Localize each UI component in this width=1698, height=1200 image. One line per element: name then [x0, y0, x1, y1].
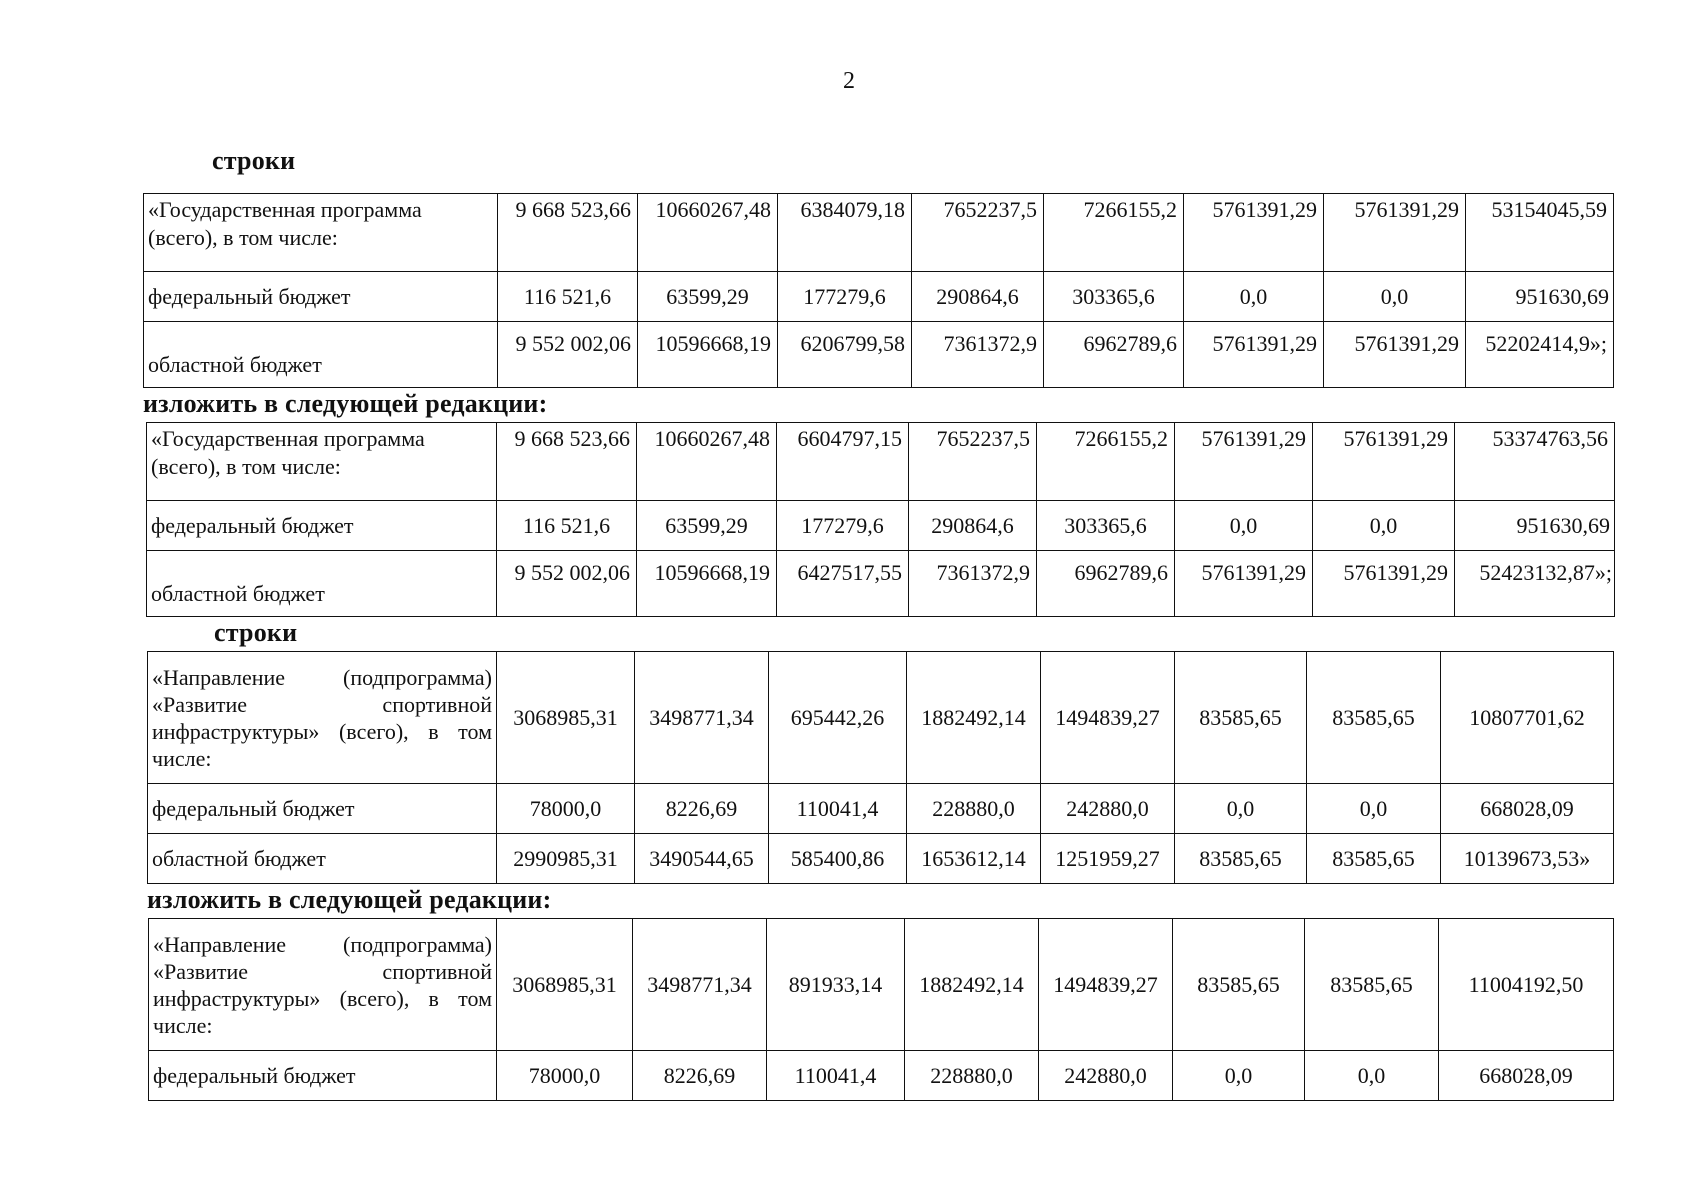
table-cell: 668028,09	[1441, 784, 1614, 834]
table-cell: 3068985,31	[497, 652, 635, 784]
page-number: 2	[843, 68, 855, 94]
table-cell: 5761391,29	[1324, 322, 1466, 388]
table-cell: 6604797,15	[777, 423, 909, 501]
table-cell: 7361372,9	[912, 322, 1044, 388]
table-cell: 7652237,5	[909, 423, 1037, 501]
table-cell: 5761391,29	[1313, 423, 1455, 501]
table-cell: 1251959,27	[1041, 834, 1175, 884]
table-cell: 9 668 523,66	[497, 423, 637, 501]
table-cell: 303365,6	[1037, 501, 1175, 551]
table-row	[148, 784, 1614, 834]
table-row	[147, 551, 1615, 617]
table-row	[144, 194, 1614, 272]
table-row	[148, 652, 1614, 784]
budget-table	[147, 651, 1614, 884]
table-cell: 228880,0	[907, 784, 1041, 834]
table-cell: 52202414,9»;	[1466, 322, 1614, 388]
table-cell: 9 668 523,66	[498, 194, 638, 272]
table-cell: 83585,65	[1307, 652, 1441, 784]
table-cell: 1882492,14	[905, 919, 1039, 1051]
table-cell: 78000,0	[497, 784, 635, 834]
table-cell: 0,0	[1307, 784, 1441, 834]
table-cell: 52423132,87»;	[1455, 551, 1615, 617]
table-cell: 668028,09	[1439, 1051, 1614, 1101]
table-cell: 2990985,31	[497, 834, 635, 884]
table-cell: 1882492,14	[907, 652, 1041, 784]
table-cell: 8226,69	[633, 1051, 767, 1101]
table-cell: 6384079,18	[778, 194, 912, 272]
table-cell: 6427517,55	[777, 551, 909, 617]
table-cell: 10660267,48	[638, 194, 778, 272]
table-cell: 951630,69	[1455, 501, 1615, 551]
table-cell: 177279,6	[777, 501, 909, 551]
table-cell: 242880,0	[1039, 1051, 1173, 1101]
row-label: федеральный бюджет	[148, 784, 497, 834]
table-cell: 9 552 002,06	[497, 551, 637, 617]
table-cell: 116 521,6	[497, 501, 637, 551]
table-cell: 6962789,6	[1037, 551, 1175, 617]
table-cell: 63599,29	[637, 501, 777, 551]
table-cell: 11004192,50	[1439, 919, 1614, 1051]
table-cell: 53154045,59	[1466, 194, 1614, 272]
table-cell: 10807701,62	[1441, 652, 1614, 784]
table-cell: 6962789,6	[1044, 322, 1184, 388]
table-cell: 5761391,29	[1175, 423, 1313, 501]
table-cell: 585400,86	[769, 834, 907, 884]
row-label: областной бюджет	[147, 551, 497, 617]
table-cell: 7266155,2	[1044, 194, 1184, 272]
table-cell: 3498771,34	[633, 919, 767, 1051]
table-cell: 83585,65	[1305, 919, 1439, 1051]
table-cell: 83585,65	[1175, 834, 1307, 884]
table-cell: 5761391,29	[1313, 551, 1455, 617]
row-label: федеральный бюджет	[149, 1051, 497, 1101]
table-cell: 891933,14	[767, 919, 905, 1051]
table-row	[147, 423, 1615, 501]
table-cell: 0,0	[1324, 272, 1466, 322]
table-cell: 0,0	[1173, 1051, 1305, 1101]
table-cell: 116 521,6	[498, 272, 638, 322]
table-cell: 1494839,27	[1041, 652, 1175, 784]
table-cell: 5761391,29	[1175, 551, 1313, 617]
table-cell: 83585,65	[1173, 919, 1305, 1051]
table-cell: 83585,65	[1175, 652, 1307, 784]
section-heading: изложить в следующей редакции:	[147, 885, 552, 914]
row-label: «Государственная программа (всего), в том числе:	[147, 423, 497, 501]
section-heading: строки	[214, 618, 298, 647]
table-row	[144, 322, 1614, 388]
section-heading: строки	[212, 146, 296, 175]
table-row	[147, 501, 1615, 551]
table-cell: 0,0	[1175, 784, 1307, 834]
table-cell: 3068985,31	[497, 919, 633, 1051]
table-row	[144, 272, 1614, 322]
table-cell: 9 552 002,06	[498, 322, 638, 388]
table-row	[148, 834, 1614, 884]
table-cell: 10596668,19	[637, 551, 777, 617]
table-cell: 0,0	[1175, 501, 1313, 551]
table-cell: 78000,0	[497, 1051, 633, 1101]
row-label: «Направление (подпрограмма) «Развитие спортивной инфраструктуры» (всего), в том числе:	[149, 919, 497, 1051]
budget-table	[146, 422, 1615, 617]
table-cell: 3498771,34	[635, 652, 769, 784]
table-cell: 695442,26	[769, 652, 907, 784]
table-cell: 290864,6	[912, 272, 1044, 322]
table-cell: 7361372,9	[909, 551, 1037, 617]
table-cell: 1653612,14	[907, 834, 1041, 884]
table-cell: 7652237,5	[912, 194, 1044, 272]
table-cell: 5761391,29	[1184, 194, 1324, 272]
table-cell: 0,0	[1184, 272, 1324, 322]
table-cell: 63599,29	[638, 272, 778, 322]
table-row	[149, 1051, 1614, 1101]
table-cell: 177279,6	[778, 272, 912, 322]
table-cell: 5761391,29	[1324, 194, 1466, 272]
table-cell: 5761391,29	[1184, 322, 1324, 388]
table-cell: 0,0	[1305, 1051, 1439, 1101]
budget-table	[143, 193, 1614, 388]
table-cell: 10596668,19	[638, 322, 778, 388]
budget-table	[148, 918, 1614, 1101]
table-cell: 1494839,27	[1039, 919, 1173, 1051]
table-cell: 0,0	[1313, 501, 1455, 551]
table-cell: 10139673,53»	[1441, 834, 1614, 884]
table-cell: 290864,6	[909, 501, 1037, 551]
table-cell: 8226,69	[635, 784, 769, 834]
row-label: «Государственная программа (всего), в том числе:	[144, 194, 498, 272]
table-cell: 6206799,58	[778, 322, 912, 388]
table-cell: 228880,0	[905, 1051, 1039, 1101]
row-label: федеральный бюджет	[144, 272, 498, 322]
table-cell: 53374763,56	[1455, 423, 1615, 501]
table-cell: 7266155,2	[1037, 423, 1175, 501]
table-cell: 242880,0	[1041, 784, 1175, 834]
table-cell: 3490544,65	[635, 834, 769, 884]
table-cell: 10660267,48	[637, 423, 777, 501]
table-cell: 951630,69	[1466, 272, 1614, 322]
table-cell: 83585,65	[1307, 834, 1441, 884]
table-cell: 303365,6	[1044, 272, 1184, 322]
section-heading: изложить в следующей редакции:	[143, 389, 548, 418]
row-label: федеральный бюджет	[147, 501, 497, 551]
table-row	[149, 919, 1614, 1051]
row-label: «Направление (подпрограмма) «Развитие спортивной инфраструктуры» (всего), в том числе:	[148, 652, 497, 784]
row-label: областной бюджет	[148, 834, 497, 884]
table-cell: 110041,4	[767, 1051, 905, 1101]
row-label: областной бюджет	[144, 322, 498, 388]
table-cell: 110041,4	[769, 784, 907, 834]
